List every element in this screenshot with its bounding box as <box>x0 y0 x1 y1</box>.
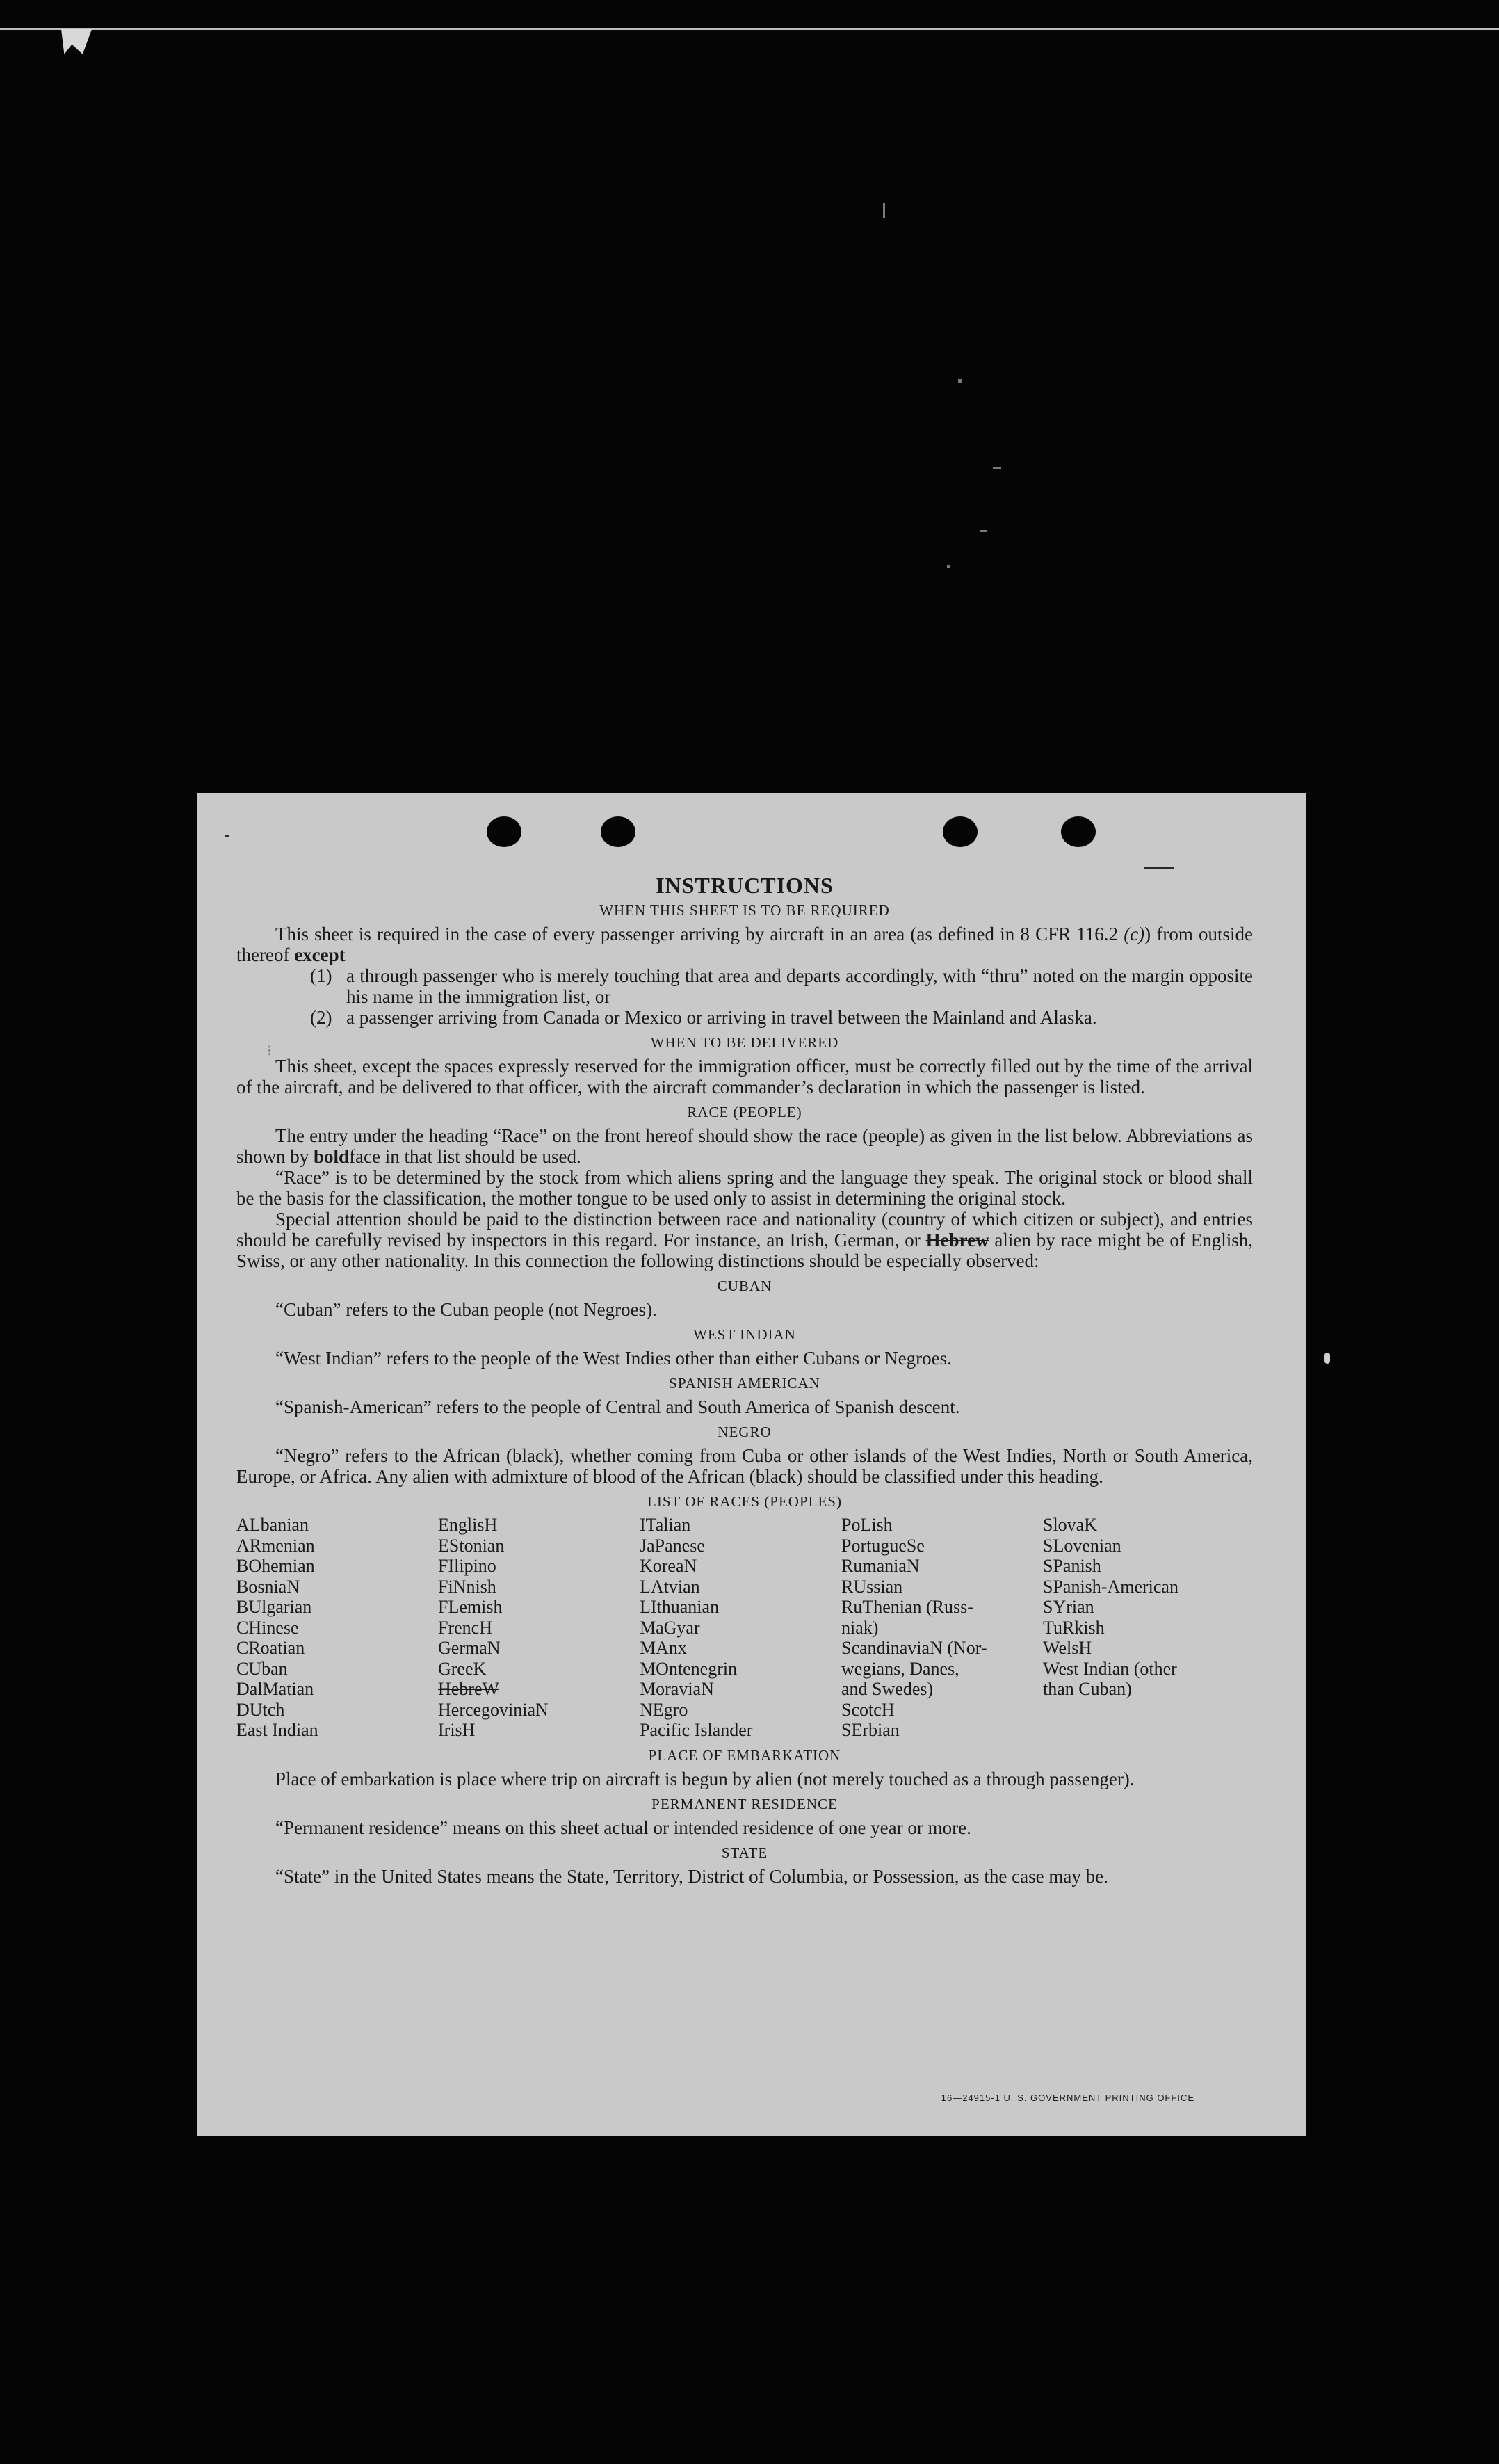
race-column <box>841 1515 1043 1741</box>
race-entry: PoLish <box>841 1515 893 1535</box>
race-entry: West Indian (other than Cuban) <box>1043 1658 1177 1699</box>
scan-speck <box>883 203 885 218</box>
struck-word: Hebrew <box>925 1230 989 1250</box>
delivered-paragraph: This sheet, except the spaces expressly reserved for the immigration officer, must be correctly filled out by the time of the arrival of the aircraft, and be delivered to that officer, with the aircraft commander’s declaration in which the passenger is listed. <box>236 1056 1253 1097</box>
race-entry: RumaniaN <box>841 1556 920 1576</box>
residence-paragraph: “Permanent residence” means on this sheet actual or intended residence of one year or more. <box>275 1817 971 1838</box>
race-entry: SErbian <box>841 1720 900 1740</box>
race-entry: GreeK <box>438 1658 487 1679</box>
instruction-sheet <box>197 793 1306 2136</box>
race-entry: ARmenian <box>236 1535 315 1556</box>
race-entry: SPanish-American <box>1043 1576 1178 1597</box>
section-heading-residence: PERMANENT RESIDENCE <box>651 1795 838 1812</box>
race-entry: SlovaK <box>1043 1515 1097 1535</box>
race-entry: DalMatian <box>236 1679 314 1699</box>
race-entry: MoraviaN <box>640 1679 714 1699</box>
race-entry: WelsH <box>1043 1638 1092 1658</box>
west-indian-paragraph: “West Indian” refers to the people of the West Indies other than either Cubans or Negroes. <box>275 1348 952 1369</box>
race-entry: ScotcH <box>841 1699 895 1720</box>
race-entry: Pacific Islander <box>640 1720 753 1740</box>
scan-corner-mark <box>61 29 92 54</box>
race-entry: LAtvian <box>640 1576 700 1597</box>
race-paragraph-1: The entry under the heading “Race” on the front hereof should show the race (people) as given in the list below. Abbreviations as shown by boldface in that list should be used. <box>236 1125 1253 1167</box>
margin-scribble: ⁝ <box>267 1042 272 1059</box>
punch-hole <box>1061 816 1096 847</box>
exception-number: (1) <box>310 965 332 986</box>
race-entry: FiNnish <box>438 1576 496 1597</box>
race-entry: BosniaN <box>236 1576 300 1597</box>
race-column <box>1043 1515 1245 1741</box>
race-entry: IrisH <box>438 1720 476 1740</box>
exception-item <box>310 1007 1253 1028</box>
scan-speck <box>958 379 962 383</box>
race-entry: FLemish <box>438 1597 503 1617</box>
race-entry: CHinese <box>236 1617 299 1638</box>
scan-top-rule <box>0 28 1499 30</box>
race-entry: MOntenegrin <box>640 1658 738 1679</box>
race-entry: East Indian <box>236 1720 318 1740</box>
state-paragraph: “State” in the United States means the State, Territory, District of Columbia, or Possession, as the case may be. <box>275 1865 1108 1887</box>
race-paragraph-2: “Race” is to be determined by the stock from which aliens spring and the language they speak. The original stock or blood shall be the basis for the classification, the mother tongue to be used only to assist in determining the original stock. <box>236 1167 1253 1209</box>
section-heading-race: RACE (PEOPLE) <box>687 1104 802 1120</box>
race-entry: CUban <box>236 1658 288 1679</box>
embarkation-paragraph: Place of embarkation is place where trip on aircraft is begun by alien (not merely touched as a through passenger). <box>275 1768 1135 1789</box>
punch-hole <box>943 816 978 847</box>
section-heading-delivered: WHEN TO BE DELIVERED <box>650 1034 839 1051</box>
race-entry: HebreW <box>438 1679 500 1699</box>
section-heading-races-list: LIST OF RACES (PEOPLES) <box>647 1493 842 1510</box>
section-heading-spanish-american: SPANISH AMERICAN <box>669 1375 820 1392</box>
race-entry: ScandinaviaN (Nor- wegians, Danes, and Swedes) <box>841 1638 987 1699</box>
negro-paragraph: “Negro” refers to the African (black), whether coming from Cuba or other islands of the West Indies, North or South America, Europe, or Africa. Any alien with admixture of blood of the African (black) should be classified under this heading. <box>236 1445 1253 1487</box>
race-entry: LIthuanian <box>640 1597 720 1617</box>
scan-edge-blob <box>1324 1353 1330 1364</box>
sheet-content <box>236 875 1253 1887</box>
race-entry: MaGyar <box>640 1617 700 1638</box>
cuban-paragraph: “Cuban” refers to the Cuban people (not Negroes). <box>275 1299 657 1320</box>
exception-number: (2) <box>310 1007 332 1028</box>
race-entry: MAnx <box>640 1638 687 1658</box>
race-entry: TuRkish <box>1043 1617 1105 1638</box>
section-heading-state: STATE <box>721 1844 768 1861</box>
section-heading-embarkation: PLACE OF EMBARKATION <box>648 1746 841 1764</box>
race-column <box>438 1515 640 1741</box>
spanish-american-paragraph: “Spanish-American” refers to the people of Central and South America of Spanish descent. <box>275 1396 960 1417</box>
scan-dash <box>1144 867 1174 869</box>
section-heading-west-indian: WEST INDIAN <box>693 1326 796 1343</box>
required-intro: This sheet is required in the case of every passenger arriving by aircraft in an area (as defined in 8 CFR 116.2 (c)) from outside thereof except <box>236 924 1253 965</box>
section-heading-cuban: CUBAN <box>717 1278 772 1294</box>
punch-hole <box>601 816 635 847</box>
race-entry: RuThenian (Russ- niak) <box>841 1597 973 1638</box>
race-entry: SPanish <box>1043 1556 1101 1576</box>
race-entry: FIlipino <box>438 1556 496 1576</box>
exception-item <box>310 965 1253 1007</box>
race-entry: JaPanese <box>640 1535 705 1556</box>
scan-speck <box>980 530 987 532</box>
race-entry: ALbanian <box>236 1515 309 1535</box>
race-column <box>236 1515 438 1741</box>
printing-office-footer: 16—24915-1 U. S. GOVERNMENT PRINTING OFFICE <box>941 2093 1194 2103</box>
punch-hole <box>487 816 521 847</box>
race-entry: DUtch <box>236 1699 285 1720</box>
race-entry: GermaN <box>438 1638 501 1658</box>
scan-speck <box>993 467 1001 469</box>
section-heading-required: WHEN THIS SHEET IS TO BE REQUIRED <box>599 902 890 919</box>
race-entry: HercegoviniaN <box>438 1699 549 1720</box>
race-entry: SLovenian <box>1043 1535 1121 1556</box>
race-entry: BOhemian <box>236 1556 315 1576</box>
race-entry: EStonian <box>438 1535 505 1556</box>
scan-dash <box>225 835 229 837</box>
race-paragraph-3: Special attention should be paid to the distinction between race and nationality (country of which citizen or subject), and entries should be carefully revised by inspectors in this regard. For instance, an Irish, German, or Hebrew alien by race might be of English, Swiss, or any other nationality. In this connection the following distinctions should be especially observed: <box>236 1209 1253 1271</box>
race-entry: BUlgarian <box>236 1597 312 1617</box>
section-heading-negro: NEGRO <box>718 1424 772 1440</box>
scan-speck <box>947 565 950 568</box>
race-column <box>640 1515 841 1741</box>
race-entry: NEgro <box>640 1699 688 1720</box>
exception-text: a through passenger who is merely touching that area and departs accordingly, with “thru” noted on the margin opposite his name in the immigration list, or <box>346 965 1253 1007</box>
race-entry: SYrian <box>1043 1597 1094 1617</box>
exception-text: a passenger arriving from Canada or Mexico or arriving in travel between the Mainland and Alaska. <box>346 1007 1097 1028</box>
races-table <box>236 1515 1253 1741</box>
sheet-title: INSTRUCTIONS <box>656 873 834 898</box>
race-entry: CRoatian <box>236 1638 305 1658</box>
race-entry: ITalian <box>640 1515 691 1535</box>
race-entry: PortugueSe <box>841 1535 925 1556</box>
race-entry: FrencH <box>438 1617 492 1638</box>
race-entry: KoreaN <box>640 1556 697 1576</box>
race-entry: RUssian <box>841 1576 903 1597</box>
race-entry: EnglisH <box>438 1515 498 1535</box>
